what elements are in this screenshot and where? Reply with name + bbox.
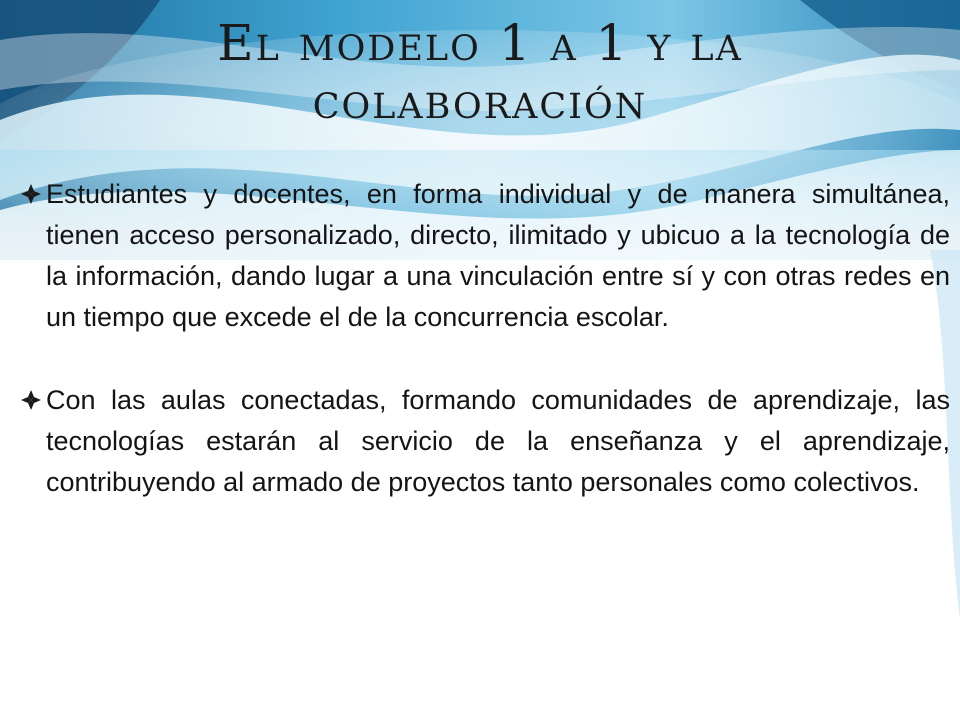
title-line-1: El modelo 1 a 1 y la <box>217 14 743 72</box>
diamond-bullet-icon <box>20 183 42 205</box>
bullet-text-2: Con las aulas conectadas, formando comunidades de aprendizaje, las tecnologías estarán al servicio de la enseñanza y el aprendizaje, contribuyendo al armado de proyectos tanto personales como colectivos. <box>46 385 950 497</box>
slide-title <box>80 14 880 130</box>
bullet-text-1: Estudiantes y docentes, en forma individual y de manera simultánea, tienen acceso personalizado, directo, ilimitado y ubicuo a la tecnología de la información, dando lugar a una vinculación entre sí y con otras redes en un tiempo que excede el de la concurrencia escolar. <box>46 179 950 332</box>
bullet-list <box>20 174 950 503</box>
bullet-item-2 <box>20 380 950 503</box>
title-line-2: colaboración <box>312 72 648 130</box>
bullet-item-1 <box>20 174 950 338</box>
diamond-bullet-icon <box>20 389 42 411</box>
